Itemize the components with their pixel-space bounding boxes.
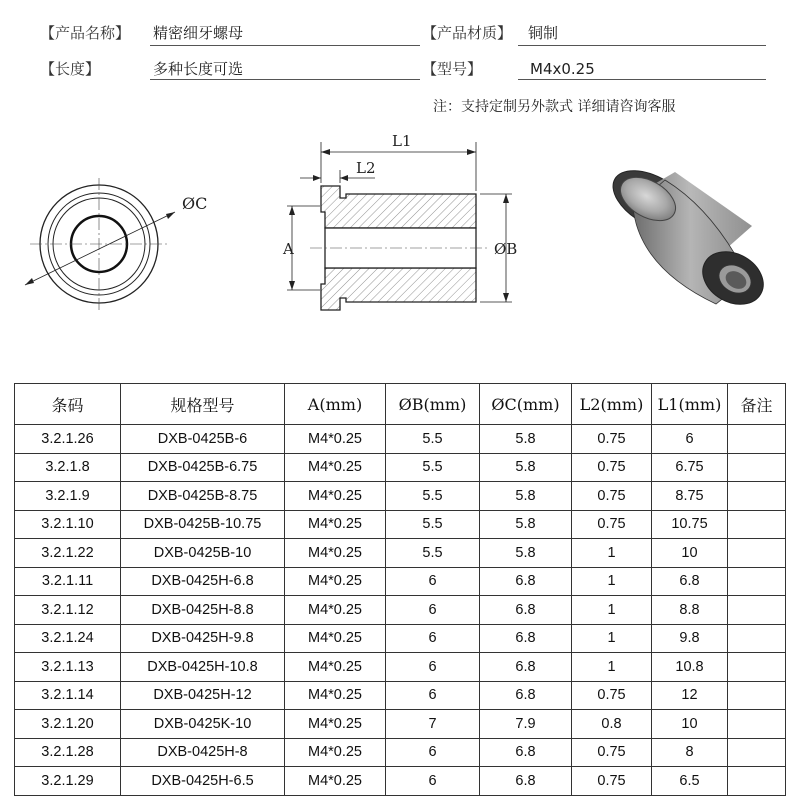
cell-remark xyxy=(728,510,786,539)
cell-c: 5.8 xyxy=(480,453,572,482)
cell-l2: 1 xyxy=(572,539,652,568)
cell-l2: 0.8 xyxy=(572,710,652,739)
cell-a: M4*0.25 xyxy=(285,567,386,596)
header-barcode: 条码 xyxy=(15,384,121,425)
diameter-c-label: ØC xyxy=(182,194,208,213)
cell-l2: 0.75 xyxy=(572,510,652,539)
cell-a: M4*0.25 xyxy=(285,539,386,568)
cell-model: DXB-0425B-6 xyxy=(121,425,285,454)
cell-barcode: 3.2.1.11 xyxy=(15,567,121,596)
cell-l2: 0.75 xyxy=(572,425,652,454)
model-underline xyxy=(518,79,766,80)
model-value: M4x0.25 xyxy=(530,60,595,78)
cell-l1: 6.75 xyxy=(652,453,728,482)
product-name-value: 精密细牙螺母 xyxy=(153,24,244,42)
table-row xyxy=(15,539,786,568)
cell-model: DXB-0425H-10.8 xyxy=(121,653,285,682)
cell-c: 5.8 xyxy=(480,482,572,511)
cell-b: 5.5 xyxy=(386,539,480,568)
table-row xyxy=(15,653,786,682)
cell-remark xyxy=(728,539,786,568)
length-underline xyxy=(150,79,420,80)
cell-c: 5.8 xyxy=(480,510,572,539)
cell-model: DXB-0425B-8.75 xyxy=(121,482,285,511)
custom-note: 注：支持定制另外款式 详细请咨询客服 xyxy=(433,99,676,115)
cell-l2: 1 xyxy=(572,596,652,625)
cell-model: DXB-0425B-10.75 xyxy=(121,510,285,539)
cell-c: 7.9 xyxy=(480,710,572,739)
model-label: 【型号】 xyxy=(422,60,483,78)
product-name-label: 【产品名称】 xyxy=(40,24,131,42)
l2-label: L2 xyxy=(356,159,376,177)
header-remark: 备注 xyxy=(728,384,786,425)
technical-drawing xyxy=(0,128,800,368)
cell-barcode: 3.2.1.24 xyxy=(15,624,121,653)
table-row xyxy=(15,624,786,653)
cell-l1: 10 xyxy=(652,710,728,739)
cell-remark xyxy=(728,681,786,710)
product-material-underline xyxy=(518,45,766,46)
table-row xyxy=(15,596,786,625)
cell-c: 6.8 xyxy=(480,653,572,682)
cell-c: 6.8 xyxy=(480,596,572,625)
cell-l1: 6 xyxy=(652,425,728,454)
cell-c: 6.8 xyxy=(480,567,572,596)
header-c: ØC(mm) xyxy=(480,384,572,425)
cell-model: DXB-0425H-12 xyxy=(121,681,285,710)
cell-b: 6 xyxy=(386,681,480,710)
cell-l1: 8.8 xyxy=(652,596,728,625)
table-row xyxy=(15,767,786,796)
cell-b: 6 xyxy=(386,596,480,625)
table-row xyxy=(15,738,786,767)
cell-l2: 1 xyxy=(572,567,652,596)
cell-b: 5.5 xyxy=(386,453,480,482)
cell-model: DXB-0425H-6.8 xyxy=(121,567,285,596)
cell-l1: 8.75 xyxy=(652,482,728,511)
cell-l2: 0.75 xyxy=(572,681,652,710)
cell-remark xyxy=(728,567,786,596)
cell-remark xyxy=(728,624,786,653)
cell-l2: 0.75 xyxy=(572,453,652,482)
cell-l1: 8 xyxy=(652,738,728,767)
cell-barcode: 3.2.1.13 xyxy=(15,653,121,682)
cell-b: 7 xyxy=(386,710,480,739)
table-row xyxy=(15,567,786,596)
cell-l2: 1 xyxy=(572,653,652,682)
cell-b: 5.5 xyxy=(386,425,480,454)
cell-model: DXB-0425B-10 xyxy=(121,539,285,568)
cell-c: 5.8 xyxy=(480,539,572,568)
cell-remark xyxy=(728,653,786,682)
cell-model: DXB-0425B-6.75 xyxy=(121,453,285,482)
cell-l2: 0.75 xyxy=(572,767,652,796)
cell-l1: 10.75 xyxy=(652,510,728,539)
cell-a: M4*0.25 xyxy=(285,767,386,796)
cell-c: 6.8 xyxy=(480,738,572,767)
cell-b: 5.5 xyxy=(386,482,480,511)
header-l2: L2(mm) xyxy=(572,384,652,425)
cell-b: 5.5 xyxy=(386,510,480,539)
header-l1: L1(mm) xyxy=(652,384,728,425)
length-value: 多种长度可选 xyxy=(153,60,244,78)
cell-barcode: 3.2.1.14 xyxy=(15,681,121,710)
cell-a: M4*0.25 xyxy=(285,482,386,511)
cell-a: M4*0.25 xyxy=(285,510,386,539)
table-header-row xyxy=(15,384,786,425)
cell-a: M4*0.25 xyxy=(285,596,386,625)
diameter-b-label: ØB xyxy=(494,240,518,258)
cell-remark xyxy=(728,738,786,767)
end-view xyxy=(25,178,207,310)
cell-barcode: 3.2.1.10 xyxy=(15,510,121,539)
product-name-underline xyxy=(150,45,420,46)
cell-c: 5.8 xyxy=(480,425,572,454)
cell-l1: 6.5 xyxy=(652,767,728,796)
header-a: A(mm) xyxy=(285,384,386,425)
cell-b: 6 xyxy=(386,567,480,596)
cell-model: DXB-0425K-10 xyxy=(121,710,285,739)
cell-model: DXB-0425H-8 xyxy=(121,738,285,767)
cell-model: DXB-0425H-6.5 xyxy=(121,767,285,796)
product-material-label: 【产品材质】 xyxy=(422,24,513,42)
header-model: 规格型号 xyxy=(121,384,285,425)
cell-a: M4*0.25 xyxy=(285,738,386,767)
cell-barcode: 3.2.1.28 xyxy=(15,738,121,767)
cell-remark xyxy=(728,596,786,625)
cell-a: M4*0.25 xyxy=(285,425,386,454)
cell-barcode: 3.2.1.22 xyxy=(15,539,121,568)
cell-barcode: 3.2.1.26 xyxy=(15,425,121,454)
nut-3d-render xyxy=(603,158,773,315)
product-material-value: 铜制 xyxy=(528,24,559,42)
cell-l2: 0.75 xyxy=(572,738,652,767)
cell-barcode: 3.2.1.29 xyxy=(15,767,121,796)
header-b: ØB(mm) xyxy=(386,384,480,425)
table-row xyxy=(15,681,786,710)
cell-a: M4*0.25 xyxy=(285,710,386,739)
cell-model: DXB-0425H-8.8 xyxy=(121,596,285,625)
cell-b: 6 xyxy=(386,653,480,682)
cell-remark xyxy=(728,482,786,511)
cell-c: 6.8 xyxy=(480,767,572,796)
cell-b: 6 xyxy=(386,738,480,767)
cell-c: 6.8 xyxy=(480,624,572,653)
cell-barcode: 3.2.1.12 xyxy=(15,596,121,625)
cell-l1: 6.8 xyxy=(652,567,728,596)
table-row xyxy=(15,510,786,539)
cell-l1: 9.8 xyxy=(652,624,728,653)
cell-l1: 10 xyxy=(652,539,728,568)
cell-a: M4*0.25 xyxy=(285,681,386,710)
cell-b: 6 xyxy=(386,624,480,653)
cell-model: DXB-0425H-9.8 xyxy=(121,624,285,653)
table-row xyxy=(15,482,786,511)
cell-l2: 1 xyxy=(572,624,652,653)
spec-table xyxy=(14,383,786,796)
cell-b: 6 xyxy=(386,767,480,796)
cell-remark xyxy=(728,453,786,482)
cell-remark xyxy=(728,767,786,796)
cell-l1: 10.8 xyxy=(652,653,728,682)
table-row xyxy=(15,453,786,482)
cell-l1: 12 xyxy=(652,681,728,710)
table-row xyxy=(15,425,786,454)
section-view xyxy=(282,132,517,310)
cell-l2: 0.75 xyxy=(572,482,652,511)
a-label: A xyxy=(283,240,294,258)
table-row xyxy=(15,710,786,739)
l1-label: L1 xyxy=(392,132,412,150)
cell-c: 6.8 xyxy=(480,681,572,710)
cell-a: M4*0.25 xyxy=(285,453,386,482)
cell-remark xyxy=(728,425,786,454)
cell-barcode: 3.2.1.8 xyxy=(15,453,121,482)
cell-remark xyxy=(728,710,786,739)
cell-barcode: 3.2.1.20 xyxy=(15,710,121,739)
cell-a: M4*0.25 xyxy=(285,624,386,653)
cell-barcode: 3.2.1.9 xyxy=(15,482,121,511)
cell-a: M4*0.25 xyxy=(285,653,386,682)
length-label: 【长度】 xyxy=(40,60,101,78)
